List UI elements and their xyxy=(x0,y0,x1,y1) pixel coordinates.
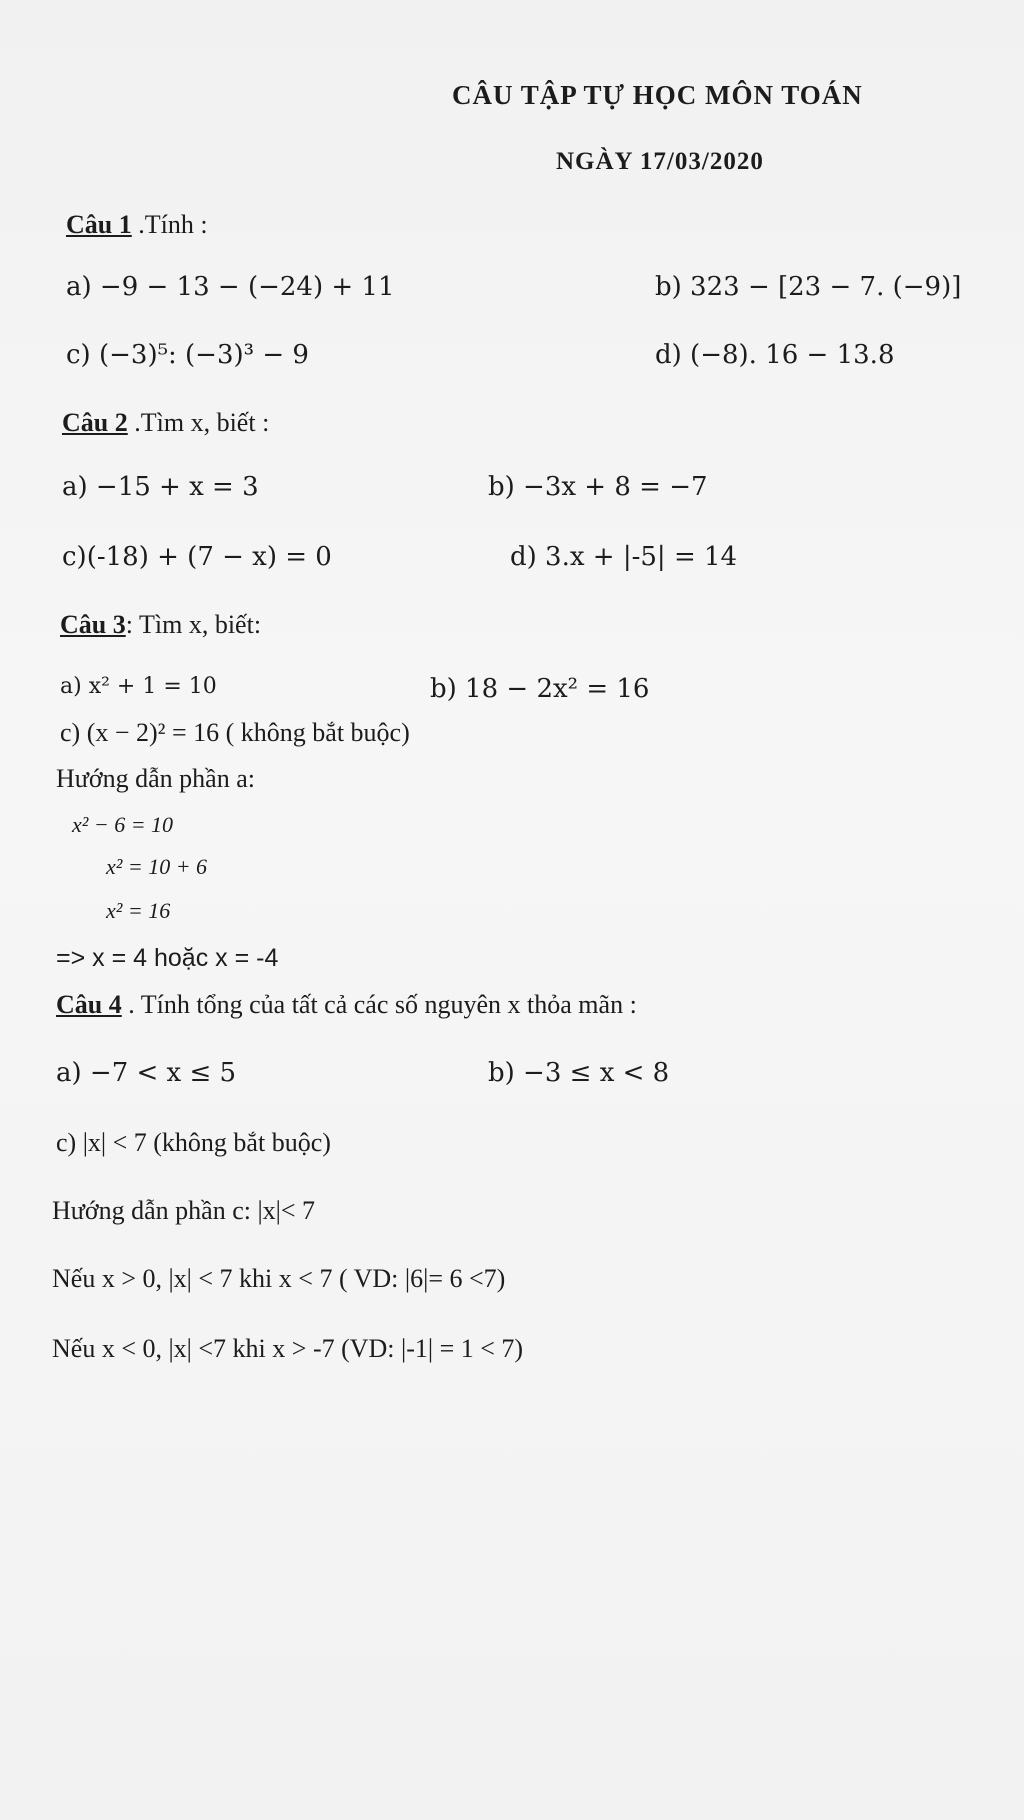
question-3-text: : Tìm x, biết: xyxy=(125,610,262,639)
question-1a: a) −9 − 13 − (−24) + 11 xyxy=(66,272,395,302)
question-2a: a) −15 + x = 3 xyxy=(62,472,259,502)
question-3b: b) 18 − 2x² = 16 xyxy=(430,674,650,704)
question-3-guide-step-1: x² − 6 = 10 xyxy=(72,812,174,837)
question-4-text: . Tính tổng của tất cả các số nguyên x thỏa mãn : xyxy=(121,990,637,1019)
question-2-label: Câu 2 xyxy=(62,408,128,437)
question-3-guide-step-3: x² = 16 xyxy=(106,898,171,923)
question-4a: a) −7 < x ≤ 5 xyxy=(56,1058,237,1088)
question-4-guide-line-1: Nếu x > 0, |x| < 7 khi x < 7 ( VD: |6|= 6 <7) xyxy=(52,1264,506,1293)
question-2c: c)(-18) + (7 − x) = 0 xyxy=(62,542,332,572)
question-4-heading xyxy=(56,990,637,1020)
question-3-guide-step-2: x² = 10 + 6 xyxy=(106,854,208,879)
question-2-heading xyxy=(62,408,269,438)
question-4c: c) |x| < 7 (không bắt buộc) xyxy=(56,1128,331,1157)
question-4-guide-line-2: Nếu x < 0, |x| <7 khi x > -7 (VD: |-1| = 1 < 7) xyxy=(52,1334,524,1363)
question-3c: c) (x − 2)² = 16 ( không bắt buộc) xyxy=(60,718,410,747)
question-2-text: .Tìm x, biết : xyxy=(127,408,270,437)
question-1c: c) (−3)⁵: (−3)³ − 9 xyxy=(66,340,309,370)
page-title: CÂU TẬP TỰ HỌC MÔN TOÁN xyxy=(452,80,863,110)
question-1-text: .Tính : xyxy=(131,210,208,239)
question-4-guide-title: Hướng dẫn phần c: |x|< 7 xyxy=(52,1196,316,1225)
page-date: NGÀY 17/03/2020 xyxy=(556,148,764,175)
question-1-label: Câu 1 xyxy=(66,210,132,239)
question-1b: b) 323 − [23 − 7. (−9)] xyxy=(655,272,962,302)
question-2d: d) 3.x + |-5| = 14 xyxy=(510,542,738,572)
question-1-heading xyxy=(66,210,208,240)
question-3-label: Câu 3 xyxy=(60,610,126,639)
question-3-guide-step-4: => x = 4 hoặc x = -4 xyxy=(56,944,279,972)
question-3a: a) x² + 1 = 10 xyxy=(60,674,217,699)
question-1d: d) (−8). 16 − 13.8 xyxy=(655,340,895,370)
question-3-heading xyxy=(60,610,261,640)
question-2b: b) −3x + 8 = −7 xyxy=(488,472,708,502)
question-4b: b) −3 ≤ x < 8 xyxy=(488,1058,670,1088)
question-4-label: Câu 4 xyxy=(56,990,122,1019)
question-3-guide-title: Hướng dẫn phần a: xyxy=(56,764,255,793)
